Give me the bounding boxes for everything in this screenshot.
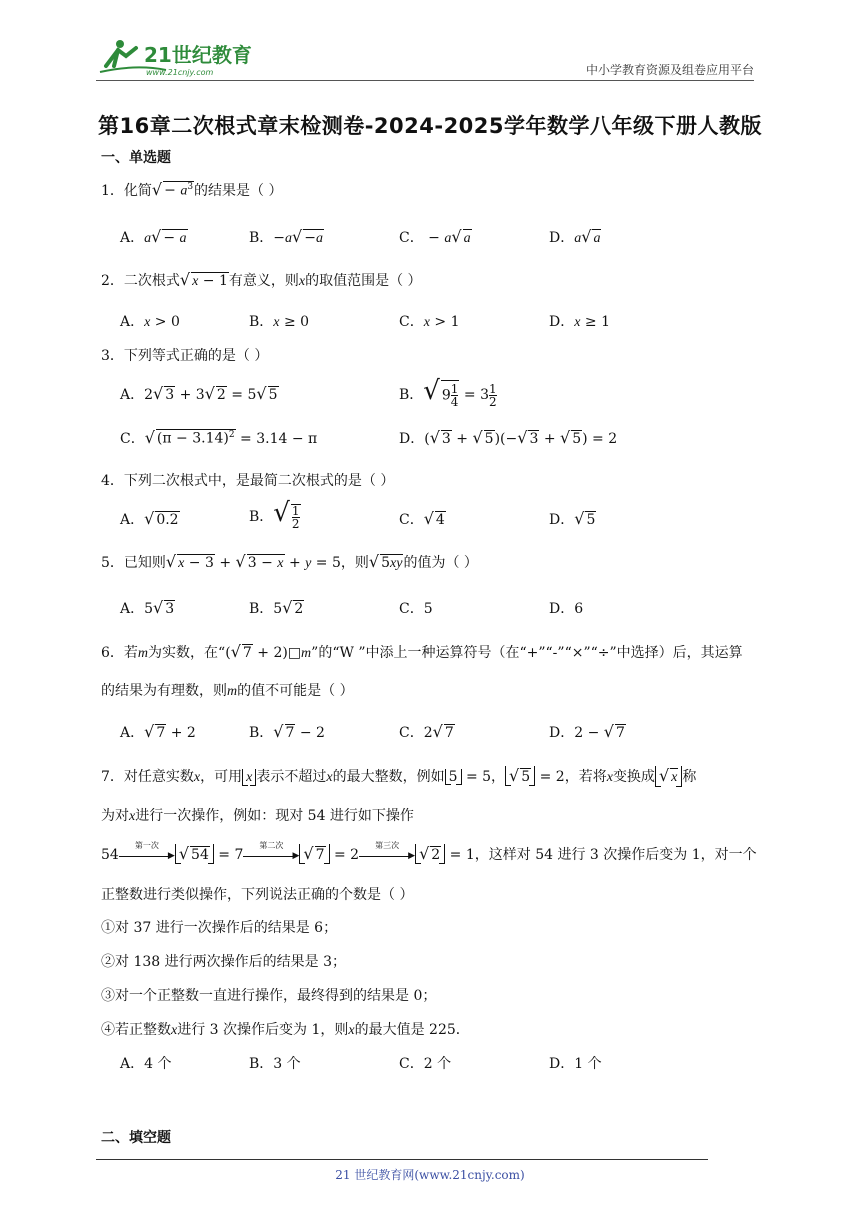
arrow-step-1: 第一次 ▶	[119, 849, 175, 861]
q3-option-a[interactable]: A．2√ 3 + 3√ 2 = 5√ 5	[120, 384, 278, 403]
section-heading-2: 二、填空题	[101, 1130, 171, 1146]
q4-option-a[interactable]: A．√ 0.2	[120, 509, 179, 528]
question-2: 2．二次根式√ x − 1有意义，则x的取值范围是（ ）	[101, 270, 422, 289]
q4-option-d[interactable]: D．√ 5	[549, 509, 596, 528]
q3-option-d[interactable]: D．(√ 3 + √ 5)(−√ 3 + √ 5) = 2	[399, 428, 618, 447]
q7-option-a[interactable]: A．4 个	[120, 1056, 172, 1072]
site-logo	[96, 36, 256, 80]
q4-option-b[interactable]: B．√ $\frac{1}{2}$	[249, 498, 300, 531]
q7-statement-2: ②对 138 进行两次操作后的结果是 3；	[101, 954, 346, 970]
q3-option-b[interactable]: B．√ 9 $\frac{1}{4}$ = 3 $\frac{1}{2}$	[399, 376, 497, 409]
q1-option-b[interactable]: B．−a√ −a	[249, 227, 323, 246]
question-3: 3．下列等式正确的是（ ）	[101, 348, 269, 364]
q4-option-c[interactable]: C．√ 4	[399, 509, 445, 528]
q5-option-c[interactable]: C．5	[399, 601, 433, 617]
q7-statement-4: ④若正整数x进行 3 次操作后变为 1，则x的最大值是 225．	[101, 1022, 470, 1038]
q5-option-a[interactable]: A．5√ 3	[120, 598, 175, 617]
question-7-operation-chain: 54 第一次 ▶ √ 54 = 7 第二次 ▶ √ 7 = 2 第三次 ▶ √ 2 = 1，这样对 54 进行 3 次操作后变为 1，对一个	[101, 841, 757, 863]
q6-option-c[interactable]: C．2√ 7	[399, 722, 454, 741]
question-5: 5．已知则√ x − 3 + √ 3 − x + y = 5，则√ 5xy的值为（ ）	[101, 552, 478, 571]
q5-option-d[interactable]: D．6	[549, 601, 584, 617]
q2-option-b[interactable]: B．x ≥ 0	[249, 314, 310, 330]
question-7-line-1: 7．对任意实数x，可用 x 表示不超过x的最大整数，例如 5 = 5， √ 5 = 2，若将x变换成 √ x 称	[101, 766, 697, 785]
question-1: 1．化简√ − $a^3$的结果是（ ）	[101, 180, 283, 199]
q1-option-c[interactable]: C． − a√ a	[399, 227, 471, 246]
header-platform-text: 中小学教育资源及组卷应用平台	[585, 63, 754, 77]
logo-url: www.21cnjy.com	[146, 68, 214, 77]
q2-option-c[interactable]: C．x > 1	[399, 314, 460, 330]
q1-option-a[interactable]: A．a√ − a	[120, 227, 187, 246]
q7-statement-3: ③对一个正整数一直进行操作，最终得到的结果是 0；	[101, 988, 437, 1004]
q6-option-b[interactable]: B．√ 7 − 2	[249, 722, 325, 741]
question-6-line-1: 6．若m为实数，在“(√ 7 + 2)□m”的“W ”中添上一种运算符号（在“+”“-”“×”“÷”中选择）后，其运算	[101, 642, 743, 661]
q5-option-b[interactable]: B．5√ 2	[249, 598, 304, 617]
question-7-line-4: 正整数进行类似操作，下列说法正确的个数是（ ）	[101, 887, 414, 903]
q7-statement-1: ①对 37 进行一次操作后的结果是 6；	[101, 920, 338, 936]
footer-text: 21 世纪教育网(www.21cnjy.com)	[335, 1168, 525, 1182]
page-title: 第16章二次根式章末检测卷-2024-2025学年数学八年级下册人教版	[97, 114, 763, 138]
q3-option-c[interactable]: C．√ $(\pi - 3.14)^2 = 3.14 - \pi$	[120, 428, 318, 447]
header-divider	[96, 80, 754, 81]
arrow-step-3: 第三次 ▶	[359, 849, 415, 861]
q7-option-d[interactable]: D．1 个	[549, 1056, 602, 1072]
q7-option-b[interactable]: B．3 个	[249, 1056, 301, 1072]
question-4: 4．下列二次根式中，是最简二次根式的是（ ）	[101, 473, 395, 489]
q7-option-c[interactable]: C．2 个	[399, 1056, 452, 1072]
question-7-line-2: 为对x进行一次操作，例如：现对 54 进行如下操作	[101, 808, 414, 824]
logo-text: 21世纪教育	[144, 43, 252, 67]
q2-option-a[interactable]: A．x > 0	[120, 314, 180, 330]
arrow-step-2: 第二次 ▶	[243, 849, 299, 861]
footer-divider	[96, 1159, 708, 1160]
q6-option-a[interactable]: A．√ 7 + 2	[120, 722, 196, 741]
q1-option-d[interactable]: D．a√ a	[549, 227, 601, 246]
question-6-line-2: 的结果为有理数，则m的值不可能是（ ）	[101, 683, 354, 699]
q6-option-d[interactable]: D．2 − √ 7	[549, 722, 625, 741]
section-heading-1: 一、单选题	[101, 150, 171, 166]
q2-option-d[interactable]: D．x ≥ 1	[549, 314, 610, 330]
